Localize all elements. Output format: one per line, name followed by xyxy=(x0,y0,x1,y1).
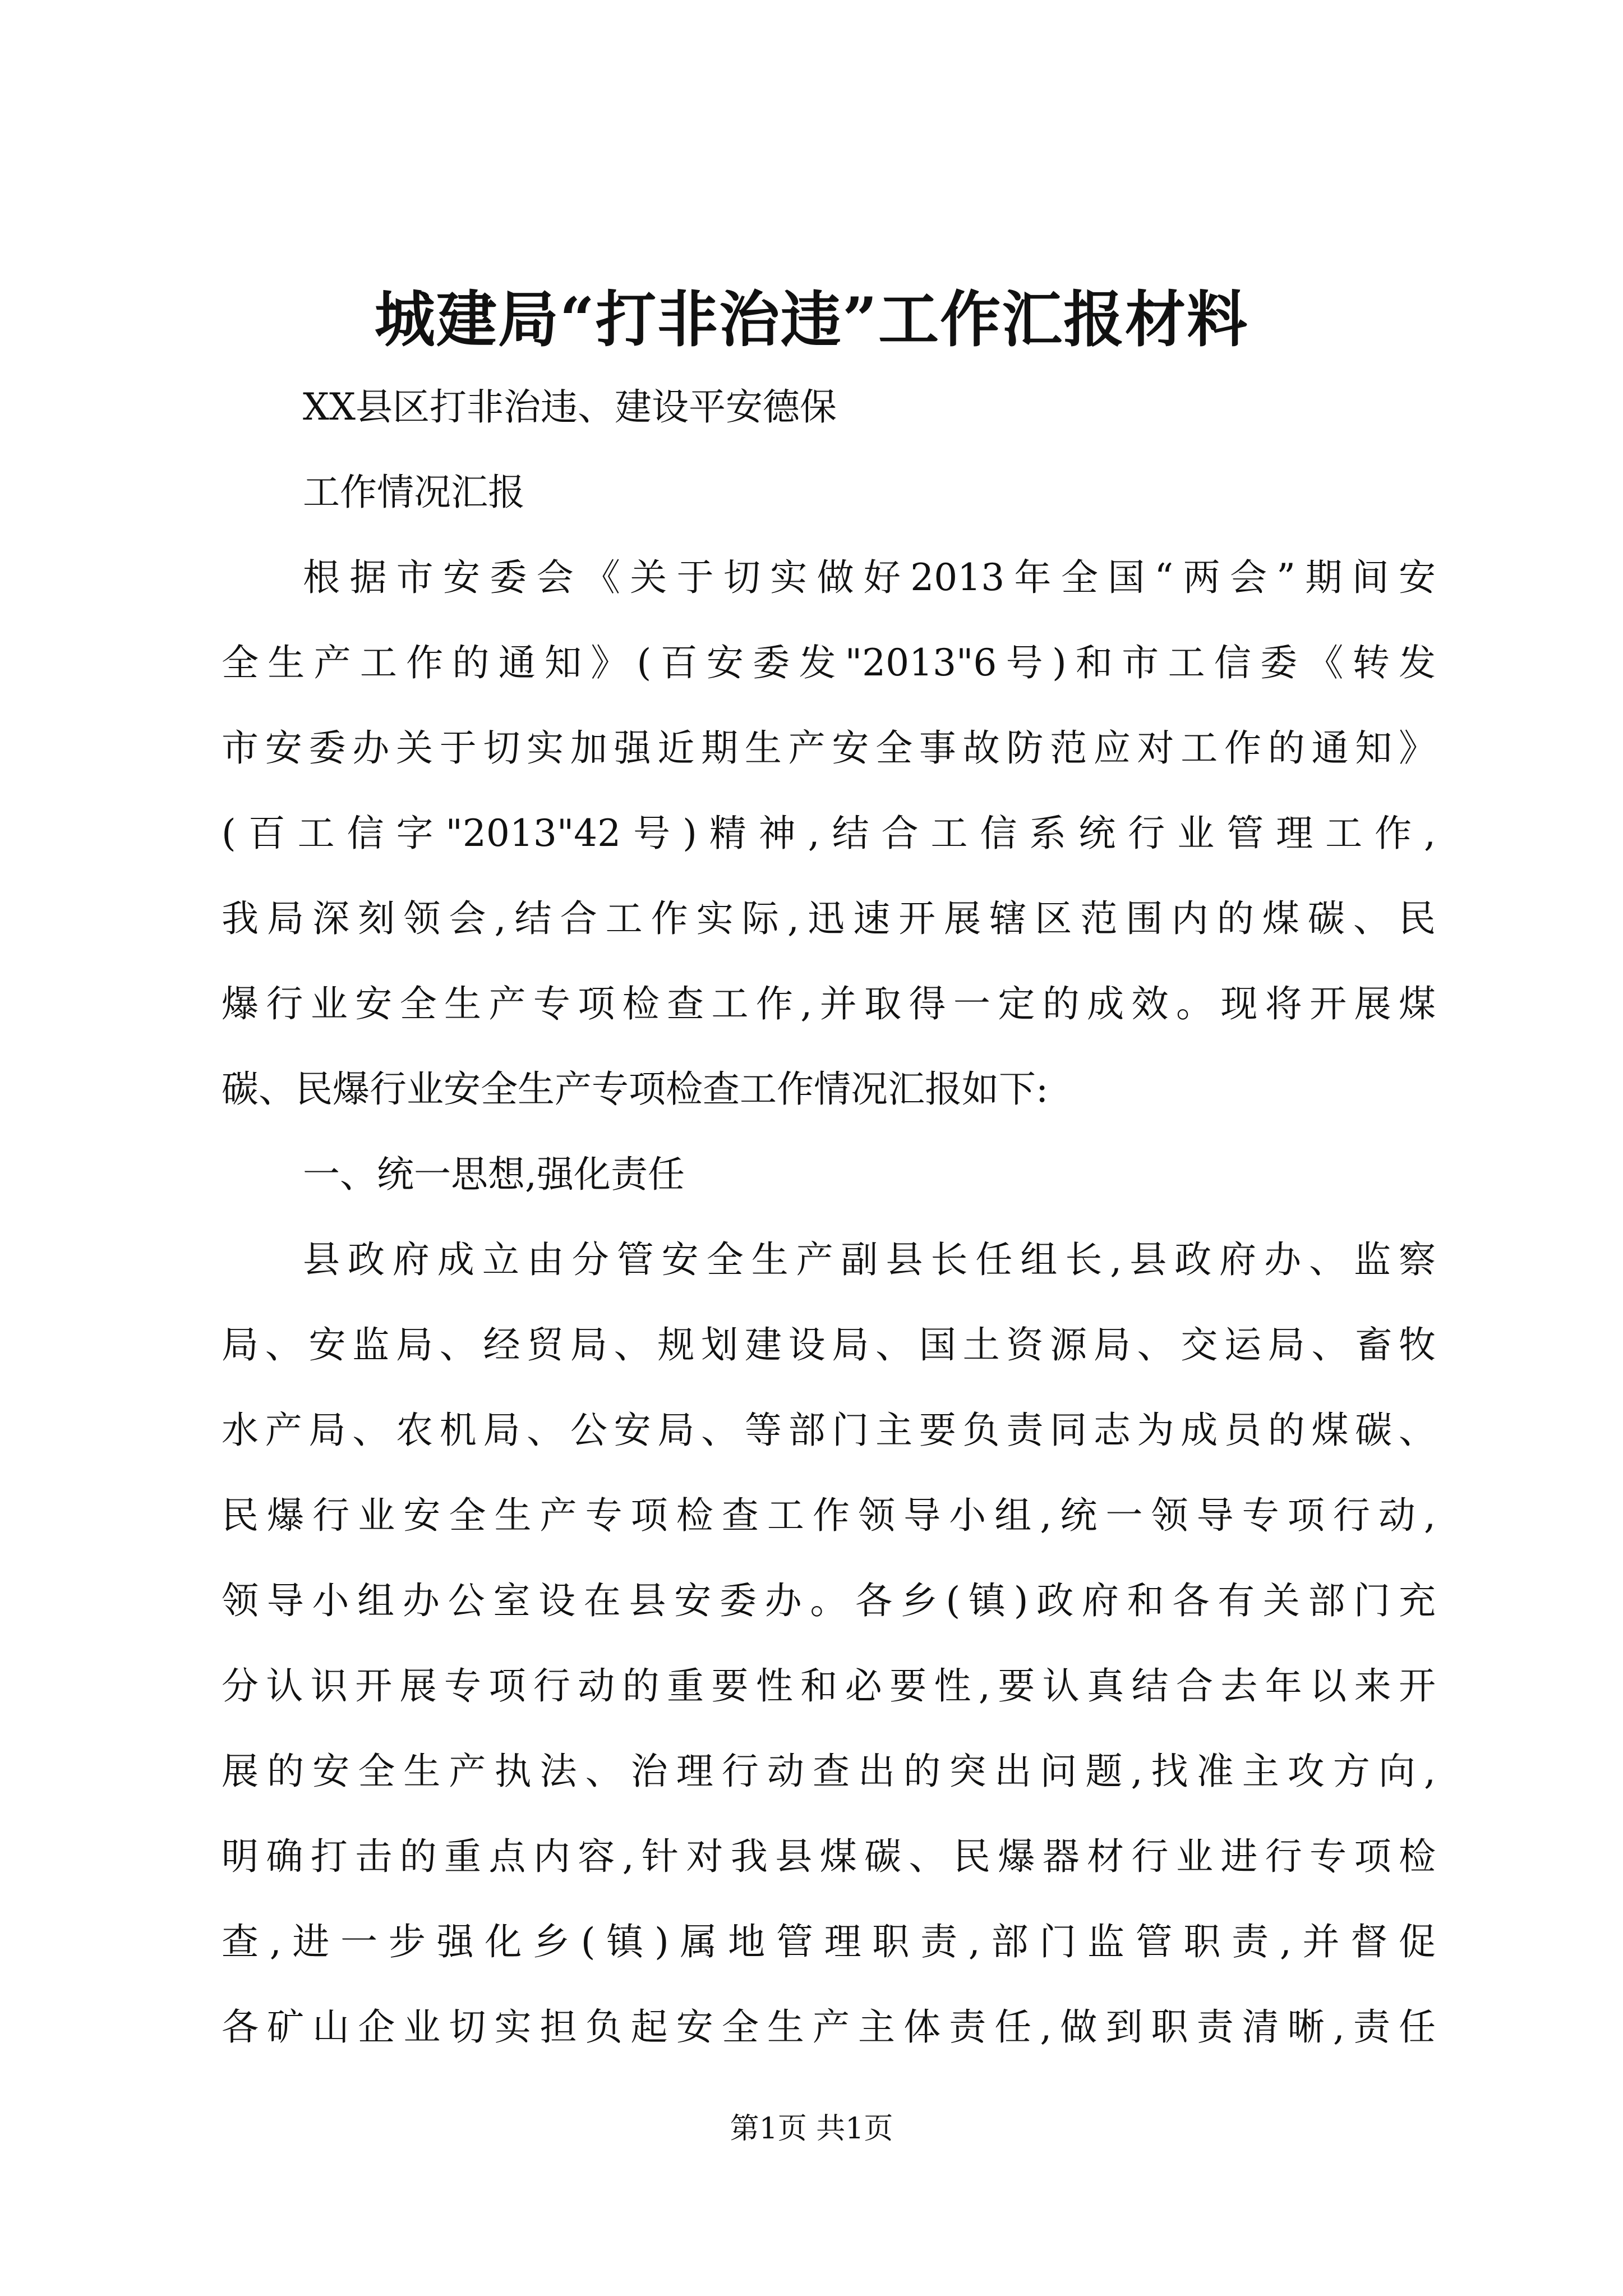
text-line: 明确打击的重点内容,针对我县煤碳、民爆器材行业进行专项检 xyxy=(222,1835,1436,1878)
text-line: 分认识开展专项行动的重要性和必要性,要认真结合去年以来开 xyxy=(222,1664,1436,1708)
text-line: 一、统一思想,强化责任 xyxy=(303,1153,685,1196)
document-title: 城建局“打非治违”工作汇报材料 xyxy=(374,284,1249,355)
text-line: 县政府成立由分管安全生产副县长任组长,县政府办、监察 xyxy=(303,1238,1436,1281)
text-line: XX县区打非治违、建设平安德保 xyxy=(303,385,837,429)
text-line: 碳、民爆行业安全生产专项检查工作情况汇报如下: xyxy=(222,1068,1049,1111)
document-body xyxy=(222,365,1436,2070)
text-line: (百工信字"2013"42号)精神,结合工信系统行业管理工作, xyxy=(222,812,1436,855)
text-line: 工作情况汇报 xyxy=(303,471,525,514)
text-line: 全生产工作的通知》(百安委发"2013"6号)和市工信委《转发 xyxy=(222,641,1436,684)
text-line: 领导小组办公室设在县安委办。各乡(镇)政府和各有关部门充 xyxy=(222,1579,1436,1622)
text-line: 水产局、农机局、公安局、等部门主要负责同志为成员的煤碳、 xyxy=(222,1409,1436,1452)
text-line: 民爆行业安全生产专项检查工作领导小组,统一领导专项行动, xyxy=(222,1494,1436,1537)
text-line: 展的安全生产执法、治理行动查出的突出问题,找准主攻方向, xyxy=(222,1750,1436,1793)
text-line: 根据市安委会《关于切实做好2013年全国“两会”期间安 xyxy=(303,556,1436,599)
text-line: 查,进一步强化乡(镇)属地管理职责,部门监管职责,并督促 xyxy=(222,1920,1436,1963)
page-footer: 第1页 共1页 xyxy=(730,2112,893,2146)
text-line: 局、安监局、经贸局、规划建设局、国土资源局、交运局、畜牧 xyxy=(222,1323,1436,1366)
text-line: 各矿山企业切实担负起安全生产主体责任,做到职责清晰,责任 xyxy=(222,2005,1436,2049)
text-line: 市安委办关于切实加强近期生产安全事故防范应对工作的通知》 xyxy=(222,726,1436,770)
text-line: 爆行业安全生产专项检查工作,并取得一定的成效。现将开展煤 xyxy=(222,982,1436,1025)
text-line: 我局深刻领会,结合工作实际,迅速开展辖区范围内的煤碳、民 xyxy=(222,897,1436,940)
